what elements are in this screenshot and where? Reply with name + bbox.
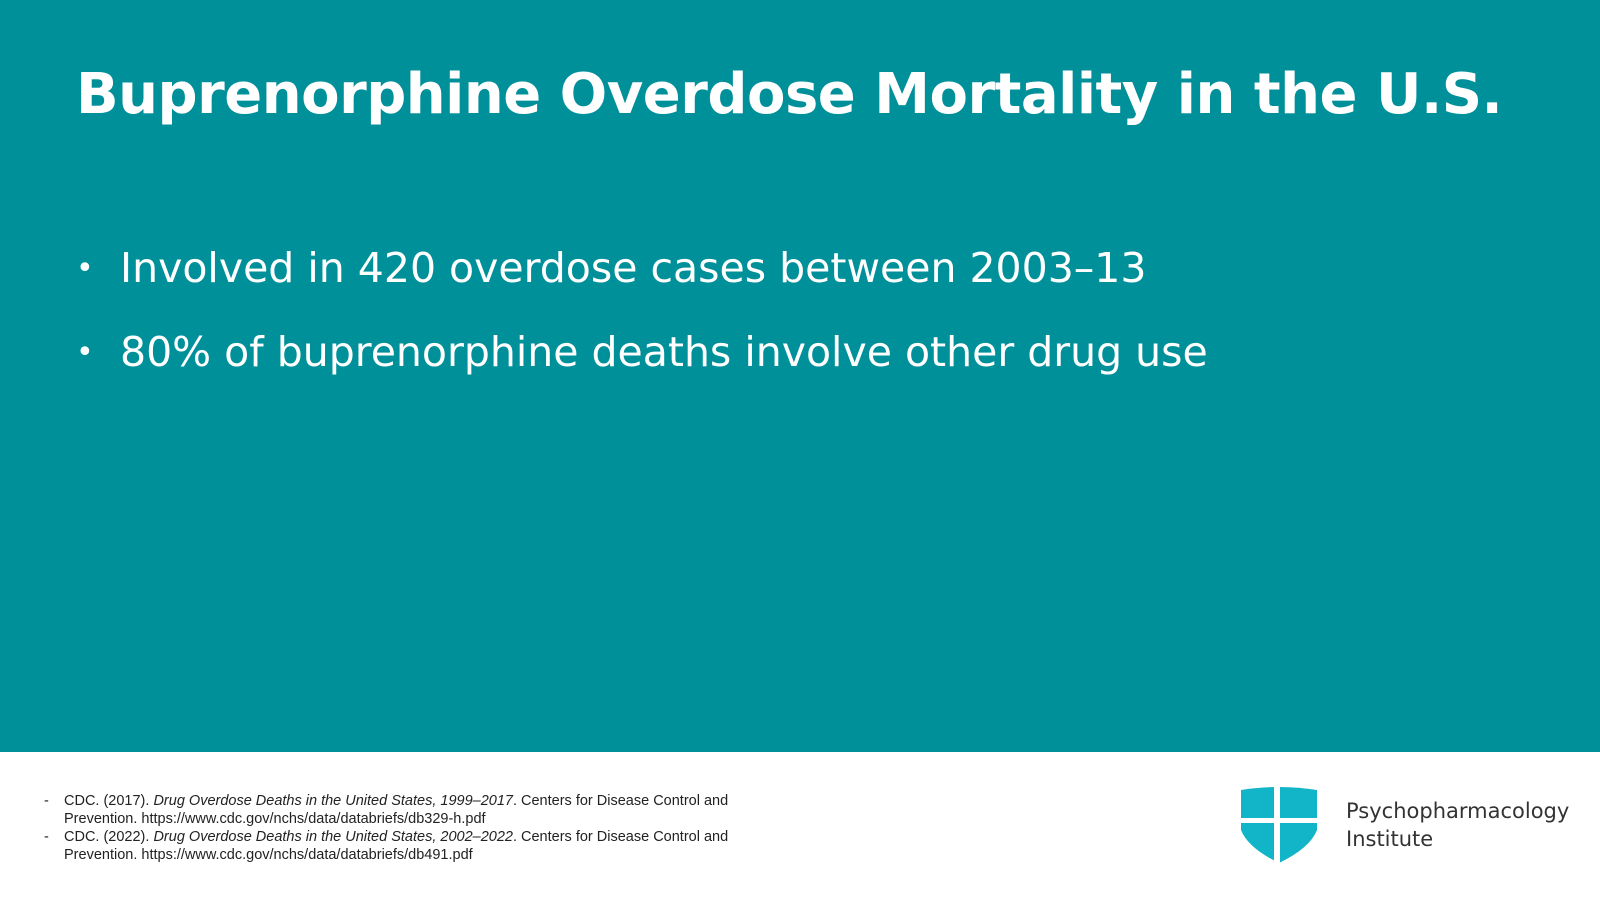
reference-marker: - [44, 793, 49, 809]
reference-text [64, 792, 764, 828]
reference-marker: - [44, 829, 49, 845]
reference-suffix: . Centers for Disease Control and Prevention. https://www.cdc.gov/nchs/data/databriefs/db491.pdf [64, 829, 729, 863]
bullet-list [76, 226, 1208, 394]
reference-title: Drug Overdose Deaths in the United States, 2002–2022 [153, 829, 513, 845]
reference-item [44, 828, 764, 864]
reference-suffix: . Centers for Disease Control and Prevention. https://www.cdc.gov/nchs/data/databriefs/db329-h.pdf [64, 793, 729, 827]
references [44, 792, 764, 864]
bullet-dot-icon: • [76, 334, 94, 370]
reference-text [64, 828, 764, 864]
bullet-item [76, 226, 1208, 310]
reference-title: Drug Overdose Deaths in the United States, 1999–2017 [153, 793, 513, 809]
logo-wordmark [1346, 797, 1569, 853]
logo-line-2: Institute [1346, 827, 1434, 851]
slide-title: Buprenorphine Overdose Mortality in the U.S. [76, 62, 1503, 127]
bullet-text: 80% of buprenorphine deaths involve other drug use [120, 328, 1208, 376]
bullet-dot-icon: • [76, 250, 94, 286]
bullet-item [76, 310, 1208, 394]
footer [0, 752, 1600, 899]
shield-cross-icon [1238, 786, 1320, 864]
reference-prefix: CDC. (2022). [64, 829, 154, 845]
reference-item [44, 792, 764, 828]
logo-line-1: Psychopharmacology [1346, 799, 1570, 823]
bullet-text: Involved in 420 overdose cases between 2003–13 [120, 244, 1147, 292]
logo [1238, 786, 1569, 864]
reference-prefix: CDC. (2017). [64, 793, 154, 809]
